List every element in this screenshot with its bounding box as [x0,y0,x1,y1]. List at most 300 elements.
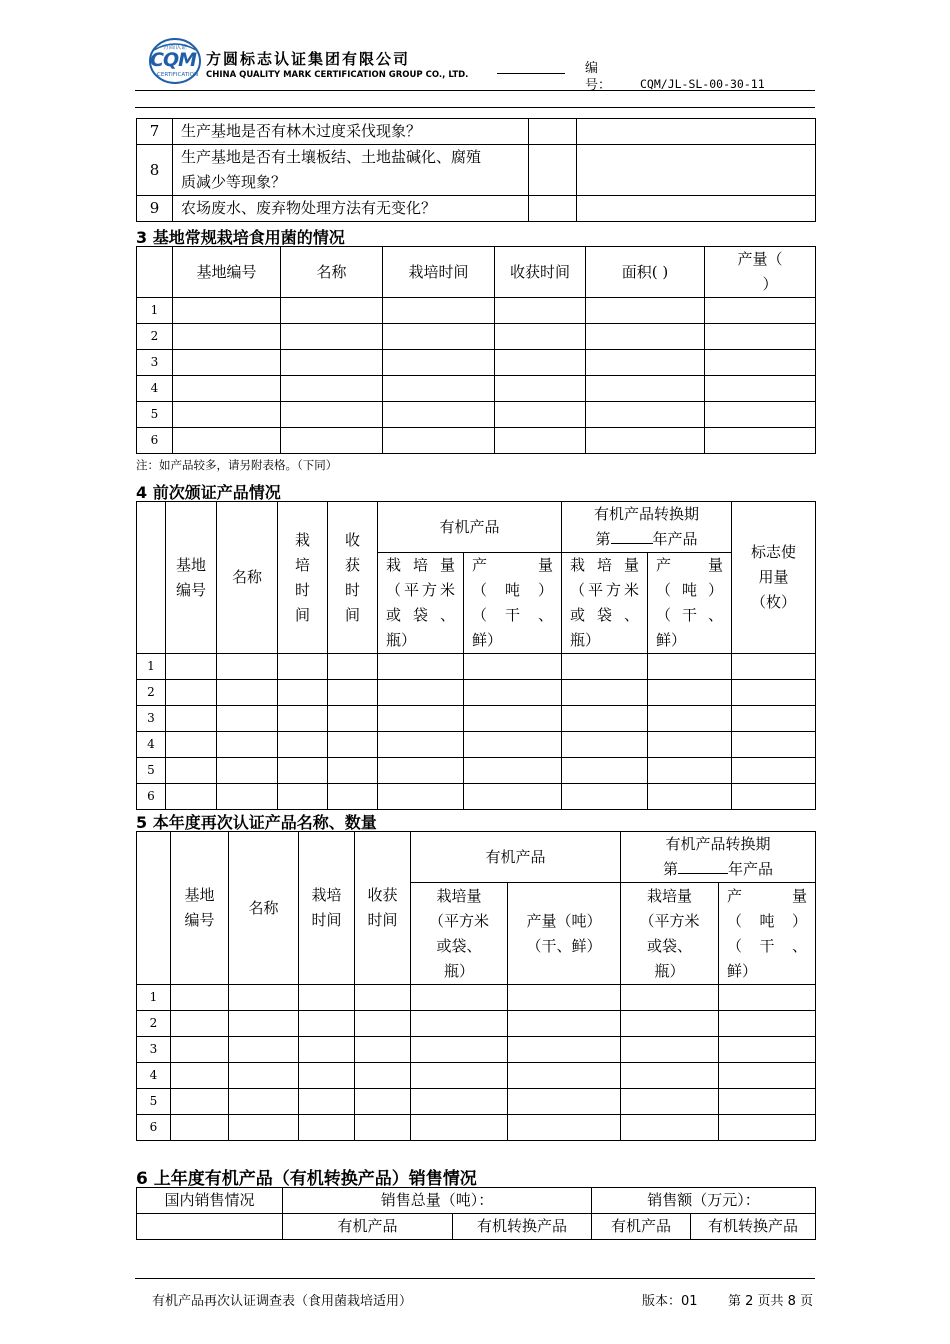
header-rule [135,90,815,91]
col-base-no [166,502,217,654]
input-cell[interactable] [378,680,464,706]
row-number: 5 [137,402,173,428]
logo-bottom-text: CERTIFICATION [157,72,199,78]
col-base-no: 基地编号 [173,247,281,298]
col-output-line: 产量（ [737,250,783,268]
row-number: 2 [137,324,173,350]
col-organic-area [378,553,464,654]
company-name-cn: 方圆标志认证集团有限公司 [206,50,411,68]
input-cell[interactable] [378,758,464,784]
row-number: 6 [137,1115,171,1141]
col-output [705,247,816,298]
input-cell[interactable] [719,1037,816,1063]
col-line: 时间 [311,911,342,929]
cell-line: 产 量 [727,886,808,905]
section-4-title: 4 前次颁证产品情况 [136,483,281,502]
question-line: 质减少等现象？ [181,173,287,191]
question-text: 农场废水、废弃物处理方法有无变化？ [173,196,529,222]
input-cell[interactable] [508,1115,621,1141]
row-number: 1 [137,985,171,1011]
input-cell[interactable] [732,784,816,810]
input-cell[interactable] [229,1063,299,1089]
input-cell[interactable] [495,350,586,376]
col-char: 获 [344,555,360,574]
table-row [137,376,816,402]
cell-line: 或袋、 [436,936,482,955]
input-cell[interactable] [719,1063,816,1089]
input-cell[interactable] [278,784,328,810]
blank-corner [137,832,171,985]
cell-line: 鲜） [727,961,758,980]
cell-line: （平方米 [386,581,455,599]
input-cell[interactable] [299,1011,355,1037]
input-cell[interactable] [562,680,648,706]
input-cell[interactable] [355,1063,411,1089]
input-cell[interactable] [299,1063,355,1089]
section-6-title: 6 上年度有机产品（有机转换产品）销售情况 [136,1169,477,1189]
cell-line: 瓶） [386,631,417,649]
cell-line: 或袋、 [647,936,693,955]
input-cell[interactable] [719,1089,816,1115]
input-cell[interactable] [378,654,464,680]
input-cell[interactable] [355,985,411,1011]
input-cell[interactable] [355,1037,411,1063]
input-cell[interactable] [281,350,383,376]
input-cell[interactable] [732,758,816,784]
footer-version: 版本：01 [642,1294,698,1309]
input-cell[interactable] [166,784,217,810]
input-cell[interactable] [495,324,586,350]
cell-line: 鲜） [656,631,687,649]
input-cell[interactable] [383,298,495,324]
cell-line: 栽培量 [647,886,693,905]
input-cell[interactable] [173,376,281,402]
input-cell[interactable] [648,784,732,810]
input-cell[interactable] [621,1089,719,1115]
row-number: 8 [137,145,173,196]
cell-line: 或 袋 、 [570,606,640,624]
input-cell[interactable] [217,654,278,680]
input-cell[interactable] [586,428,705,454]
cell-line: 栽培量 [436,886,482,905]
col-organic-yield [508,883,621,985]
sales-total-label: 销售总量（吨）： [283,1188,592,1214]
table-row [137,784,816,810]
input-cell[interactable] [732,680,816,706]
col-conv-yield [719,883,816,985]
col-char: 时 [344,580,360,599]
col-line: 时间 [367,911,398,929]
input-cell[interactable] [621,1011,719,1037]
input-cell[interactable] [281,428,383,454]
cell-line: （ 干 、 [656,606,724,624]
col-organic: 有机产品 [283,1214,453,1240]
input-cell[interactable] [229,1089,299,1115]
section-3-title: 3 基地常规栽培食用菌的情况 [136,228,345,247]
input-cell[interactable] [299,1037,355,1063]
col-line: 收获 [367,886,398,904]
col-name: 名称 [281,247,383,298]
table-row [137,985,816,1011]
input-cell[interactable] [648,654,732,680]
input-cell[interactable] [464,784,562,810]
row-number: 4 [137,732,166,758]
input-cell[interactable] [328,706,378,732]
input-cell[interactable] [278,706,328,732]
table-row [137,706,816,732]
input-cell[interactable] [173,324,281,350]
col-base-no-line: 基地 [175,555,206,574]
row-number: 9 [137,196,173,222]
row-number: 5 [137,758,166,784]
logo-top-text: 方圆认证 [163,44,188,51]
input-cell[interactable] [464,732,562,758]
table-row [137,1188,816,1214]
footer-rule [135,1278,815,1279]
input-cell[interactable] [411,1037,508,1063]
logo-text: CQM [150,49,197,71]
domestic-sales-cell[interactable] [137,1214,283,1240]
blank-corner [137,502,166,654]
col-conversion-line: 有机产品转换期 [665,835,771,853]
input-cell[interactable] [173,298,281,324]
col-grow-time [278,502,328,654]
table-row [137,1011,816,1037]
table-row [137,428,816,454]
doc-no: CQM/JL-SL-00-30-11 [640,77,765,91]
footer-page: 第 2 页共 8 页 [728,1294,814,1309]
input-cell[interactable] [495,428,586,454]
col-conversion-line: 有机产品转换期 [594,505,700,523]
input-cell[interactable] [648,680,732,706]
input-cell[interactable] [648,758,732,784]
cell-line: 栽 培 量 [570,556,640,574]
input-cell[interactable] [562,732,648,758]
input-cell[interactable] [562,706,648,732]
row-number: 4 [137,376,173,402]
row-number: 2 [137,680,166,706]
input-cell[interactable] [719,1011,816,1037]
row-number: 1 [137,298,173,324]
input-cell[interactable] [171,1089,229,1115]
table-row [137,350,816,376]
col-organic: 有机产品 [592,1214,691,1240]
table-row [137,680,816,706]
col-name: 名称 [217,502,278,654]
input-cell[interactable] [278,732,328,758]
input-cell[interactable] [586,350,705,376]
col-conv-area [562,553,648,654]
input-cell[interactable] [562,758,648,784]
input-cell[interactable] [278,654,328,680]
input-cell[interactable] [586,376,705,402]
input-cell[interactable] [508,1037,621,1063]
input-cell[interactable] [166,706,217,732]
input-cell[interactable] [299,1115,355,1141]
section-5-title: 5 本年度再次认证产品名称、数量 [136,813,377,832]
input-cell[interactable] [281,324,383,350]
input-cell[interactable] [171,1011,229,1037]
input-cell[interactable] [171,1115,229,1141]
input-cell[interactable] [648,706,732,732]
input-cell[interactable] [328,758,378,784]
input-cell[interactable] [378,784,464,810]
input-cell[interactable] [229,1011,299,1037]
conv-pre: 第 [595,530,611,548]
input-cell[interactable] [586,298,705,324]
company-logo [148,36,202,86]
input-cell[interactable] [229,1037,299,1063]
input-cell[interactable] [355,1011,411,1037]
col-base-no-line: 编号 [184,911,215,929]
input-cell[interactable] [166,758,217,784]
input-cell[interactable] [411,1089,508,1115]
input-cell[interactable] [508,1011,621,1037]
doc-no-blank-line [497,73,565,74]
input-cell[interactable] [411,1011,508,1037]
input-cell[interactable] [705,350,816,376]
cell-line: （平方米 [570,581,640,599]
row-number: 6 [137,428,173,454]
row-number: 6 [137,784,166,810]
cell-line: （ 吨 ） [656,581,724,599]
input-cell[interactable] [495,298,586,324]
input-cell[interactable] [732,654,816,680]
company-name-en: CHINA QUALITY MARK CERTIFICATION GROUP CO., LTD. [206,70,469,80]
input-cell[interactable] [411,985,508,1011]
table-row [137,1089,816,1115]
cell-line: 产 量 [472,556,554,574]
col-conversion: 有机转换产品 [453,1214,592,1240]
cell-line: （ 干 、 [472,606,554,624]
input-cell[interactable] [328,680,378,706]
input-cell[interactable] [411,1115,508,1141]
input-cell[interactable] [508,1089,621,1115]
year-blank[interactable] [678,859,728,874]
input-cell[interactable] [166,732,217,758]
input-cell[interactable] [719,985,816,1011]
table-row [137,732,816,758]
input-cell[interactable] [171,1063,229,1089]
input-cell[interactable] [495,402,586,428]
remark-cell[interactable] [577,196,816,222]
cell-line: （干、鲜） [526,936,602,955]
input-cell[interactable] [328,654,378,680]
col-organic: 有机产品 [411,832,621,883]
question-text: 生产基地是否有林木过度采伐现象？ [173,119,529,145]
col-mark-line: （枚） [751,593,797,611]
input-cell[interactable] [705,376,816,402]
doc-no-label-2: 号： [585,78,612,93]
table-row [137,1214,816,1240]
row-number: 7 [137,119,173,145]
col-name: 名称 [229,832,299,985]
input-cell[interactable] [586,402,705,428]
checklist-table [136,118,816,222]
input-cell[interactable] [705,324,816,350]
header-row [137,832,816,883]
col-conv-yield [648,553,732,654]
col-base-no-line: 基地 [184,886,215,904]
cell-line: 鲜） [472,631,503,649]
cell-line: 瓶） [570,631,601,649]
input-cell[interactable] [464,680,562,706]
input-cell[interactable] [299,1089,355,1115]
table-row [137,654,816,680]
input-cell[interactable] [166,680,217,706]
table-row [137,1037,816,1063]
cell-line: （ 吨 ） [727,911,808,930]
row-number: 5 [137,1089,171,1115]
input-cell[interactable] [621,985,719,1011]
col-conversion [621,832,816,883]
input-cell[interactable] [328,784,378,810]
answer-cell[interactable] [529,196,577,222]
table-row [137,324,816,350]
conv-pre: 第 [663,860,679,878]
input-cell[interactable] [355,1115,411,1141]
input-cell[interactable] [378,732,464,758]
input-cell[interactable] [705,402,816,428]
table-row [137,145,816,196]
input-cell[interactable] [705,298,816,324]
input-cell[interactable] [378,706,464,732]
remark-cell[interactable] [577,145,816,196]
col-mark-usage [732,502,816,654]
input-cell[interactable] [383,376,495,402]
question-line: 生产基地是否有土壤板结、土地盐碱化、腐殖 [181,148,482,166]
input-cell[interactable] [171,985,229,1011]
input-cell[interactable] [281,298,383,324]
conv-post: 年产品 [728,860,774,878]
doc-no-label-1: 编 [585,61,599,76]
input-cell[interactable] [621,1063,719,1089]
table-note: 注：如产品较多，请另附表格。（下同） [136,458,338,472]
input-cell[interactable] [355,1089,411,1115]
header-rule-2 [135,107,815,108]
input-cell[interactable] [621,1115,719,1141]
input-cell[interactable] [383,428,495,454]
question-text [173,145,529,196]
table-row [137,1063,816,1089]
col-grow-time [299,832,355,985]
cell-line: （ 干 、 [727,936,808,955]
sales-amount-label: 销售额（万元）： [592,1188,816,1214]
input-cell[interactable] [621,1037,719,1063]
input-cell[interactable] [562,654,648,680]
row-number: 3 [137,1037,171,1063]
col-char: 培 [294,555,310,574]
col-char: 间 [294,605,310,624]
input-cell[interactable] [217,784,278,810]
col-output-line: ） [762,275,778,293]
cell-line: 产 量 [656,556,724,574]
col-conversion: 有机转换产品 [691,1214,816,1240]
table-row [137,402,816,428]
input-cell[interactable] [732,732,816,758]
input-cell[interactable] [229,985,299,1011]
remark-cell[interactable] [577,119,816,145]
input-cell[interactable] [299,985,355,1011]
col-harvest-time [355,832,411,985]
input-cell[interactable] [464,706,562,732]
table-row [137,119,816,145]
cell-line: 产量（吨） [526,911,602,930]
input-cell[interactable] [229,1115,299,1141]
input-cell[interactable] [173,402,281,428]
input-cell[interactable] [281,376,383,402]
input-cell[interactable] [173,350,281,376]
input-cell[interactable] [648,732,732,758]
col-char: 时 [294,580,310,599]
cell-line: 或 袋 、 [386,606,455,624]
input-cell[interactable] [562,784,648,810]
input-cell[interactable] [411,1063,508,1089]
row-number: 2 [137,1011,171,1037]
col-grow-time: 栽培时间 [383,247,495,298]
input-cell[interactable] [173,428,281,454]
cell-line: 瓶） [654,961,685,980]
input-cell[interactable] [586,324,705,350]
answer-cell[interactable] [529,119,577,145]
col-conv-area [621,883,719,985]
row-number: 3 [137,350,173,376]
input-cell[interactable] [278,680,328,706]
input-cell[interactable] [383,350,495,376]
cell-line: （平方米 [428,911,489,930]
section-6-table [136,1187,816,1240]
input-cell[interactable] [217,706,278,732]
col-organic-yield [464,553,562,654]
input-cell[interactable] [464,758,562,784]
col-harvest-time [328,502,378,654]
input-cell[interactable] [719,1115,816,1141]
input-cell[interactable] [732,706,816,732]
col-harvest-time: 收获时间 [495,247,586,298]
conv-post: 年产品 [652,530,698,548]
input-cell[interactable] [217,680,278,706]
input-cell[interactable] [281,402,383,428]
col-base-no-line: 编号 [175,580,206,599]
row-number: 3 [137,706,166,732]
input-cell[interactable] [464,654,562,680]
input-cell[interactable] [508,1063,621,1089]
col-conversion-line [621,857,815,882]
input-cell[interactable] [383,324,495,350]
section-3-table [136,246,816,454]
input-cell[interactable] [383,402,495,428]
input-cell[interactable] [171,1037,229,1063]
header-row [137,502,816,553]
footer-doc-title: 有机产品再次认证调查表（食用菌栽培适用） [152,1294,413,1309]
input-cell[interactable] [217,758,278,784]
input-cell[interactable] [278,758,328,784]
cell-line: 瓶） [443,961,474,980]
input-cell[interactable] [166,654,217,680]
col-char: 间 [344,605,360,624]
year-blank[interactable] [611,529,653,544]
input-cell[interactable] [217,732,278,758]
section-5-table [136,831,816,1141]
input-cell[interactable] [705,428,816,454]
blank-corner [137,247,173,298]
input-cell[interactable] [495,376,586,402]
input-cell[interactable] [508,985,621,1011]
row-number: 4 [137,1063,171,1089]
answer-cell[interactable] [529,145,577,196]
header-row [137,247,816,298]
input-cell[interactable] [328,732,378,758]
